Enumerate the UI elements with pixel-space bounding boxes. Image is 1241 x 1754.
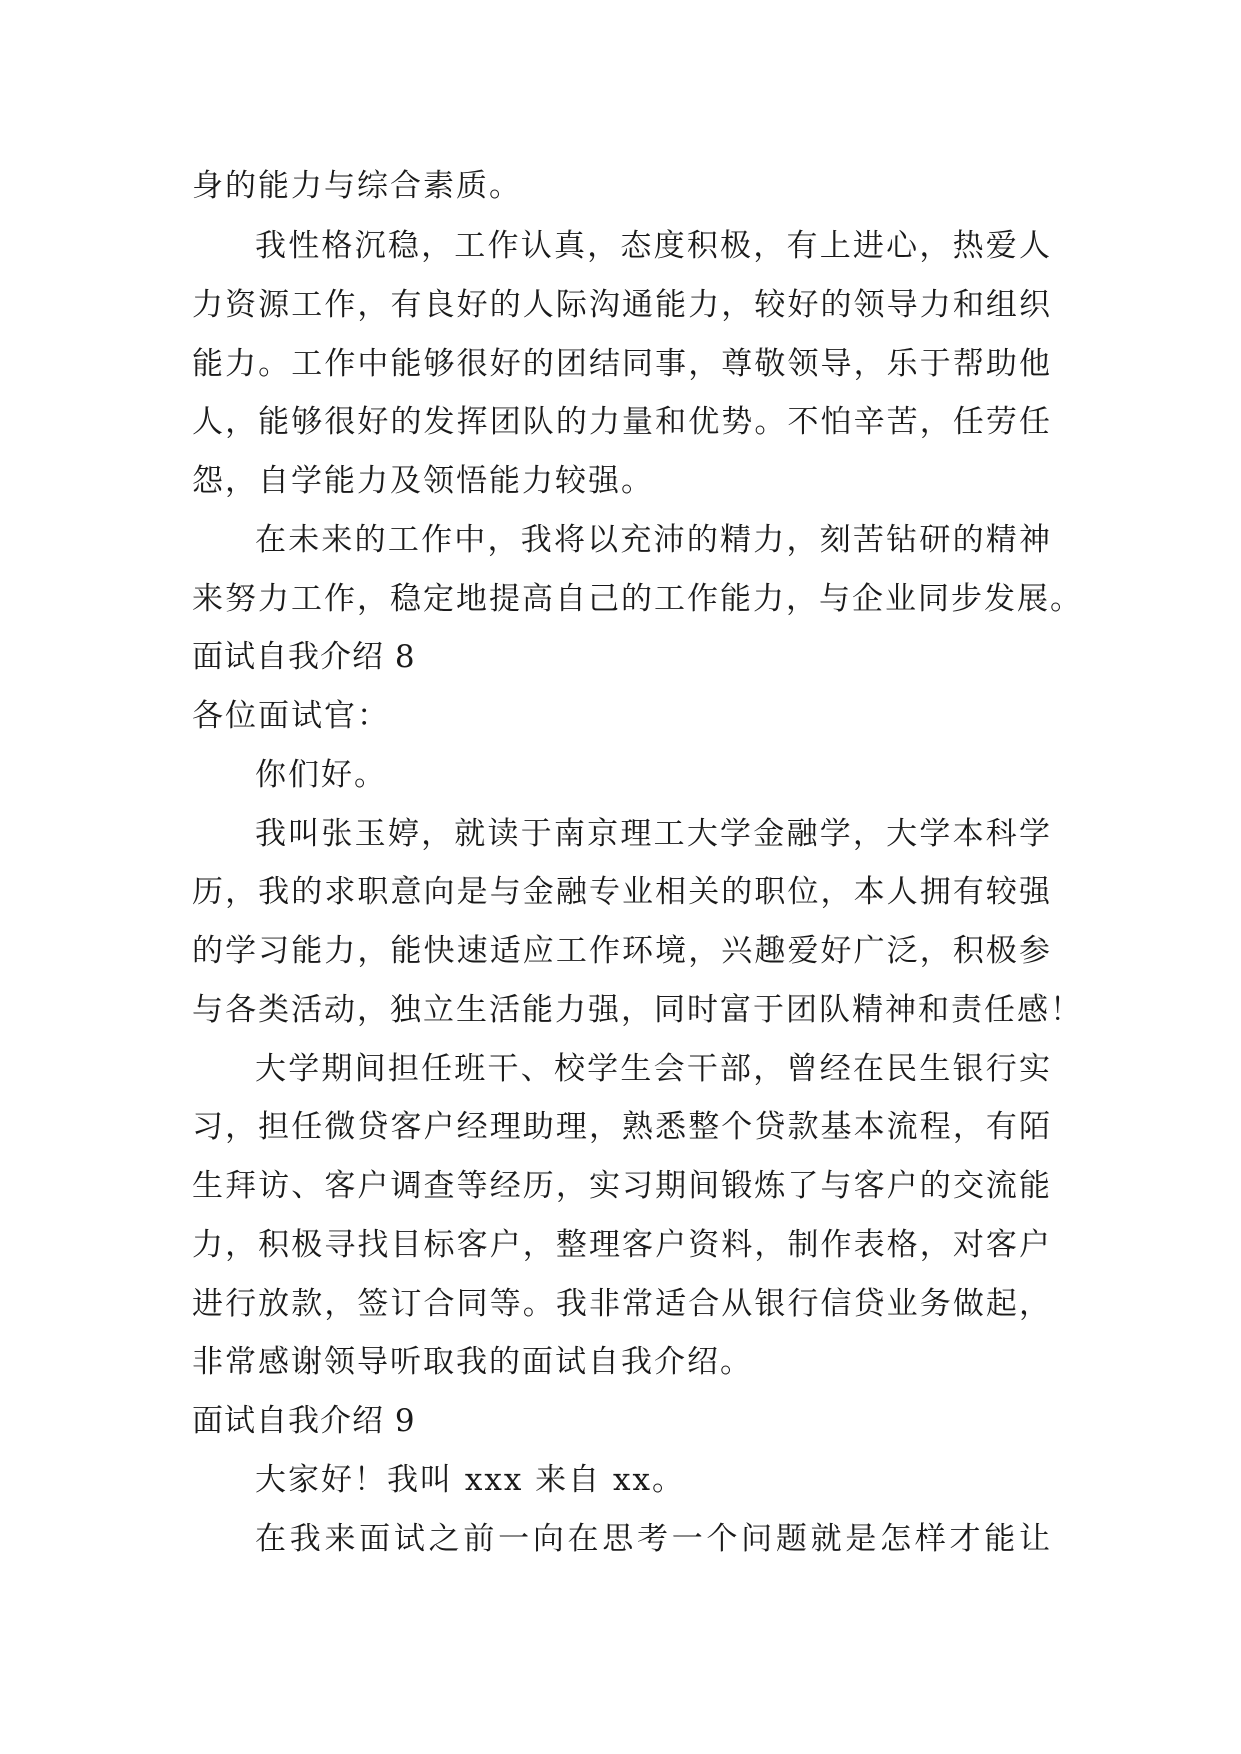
paragraph-first-line: 我性格沉稳，工作认真，态度积极，有上进心，热爱人	[255, 228, 1052, 264]
salutation: 各位面试官：	[192, 698, 390, 734]
paragraph-first-line: 在我来面试之前一向在思考一个问题就是怎样才能让	[255, 1521, 1052, 1557]
text-line: 力，积极寻找目标客户，整理客户资料，制作表格，对客户	[192, 1227, 1052, 1263]
text-line: 历，我的求职意向是与金融专业相关的职位，本人拥有较强	[192, 874, 1052, 910]
text-line: 生拜访、客户调查等经历，实习期间锻炼了与客户的交流能	[192, 1168, 1052, 1204]
text-line: 身的能力与综合素质。	[192, 168, 522, 204]
text-line: 习，担任微贷客户经理助理，熟悉整个贷款基本流程，有陌	[192, 1109, 1052, 1145]
text-line: 来努力工作，稳定地提高自己的工作能力，与企业同步发展。	[192, 581, 1083, 617]
text-line: 非常感谢领导听取我的面试自我介绍。	[192, 1344, 753, 1380]
text-line: 与各类活动，独立生活能力强，同时富于团队精神和责任感！	[192, 992, 1083, 1028]
text-line: 人，能够很好的发挥团队的力量和优势。不怕辛苦，任劳任	[192, 404, 1052, 440]
paragraph-first-line: 大学期间担任班干、校学生会干部，曾经在民生银行实	[255, 1051, 1052, 1087]
text-line: 怨，自学能力及领悟能力较强。	[192, 463, 654, 499]
paragraph-first-line: 在未来的工作中，我将以充沛的精力，刻苦钻研的精神	[255, 522, 1052, 558]
section-heading: 面试自我介绍 8	[192, 639, 416, 675]
text-line: 力资源工作，有良好的人际沟通能力，较好的领导力和组织	[192, 287, 1052, 323]
greeting: 你们好。	[255, 757, 387, 793]
text-line: 的学习能力，能快速适应工作环境，兴趣爱好广泛，积极参	[192, 933, 1052, 969]
greeting: 大家好！我叫 xxx 来自 xx。	[255, 1462, 685, 1498]
section-heading: 面试自我介绍 9	[192, 1403, 416, 1439]
paragraph-first-line: 我叫张玉婷，就读于南京理工大学金融学，大学本科学	[255, 816, 1052, 852]
text-line: 进行放款，签订合同等。我非常适合从银行信贷业务做起，	[192, 1286, 1052, 1322]
text-line: 能力。工作中能够很好的团结同事，尊敬领导，乐于帮助他	[192, 346, 1052, 382]
